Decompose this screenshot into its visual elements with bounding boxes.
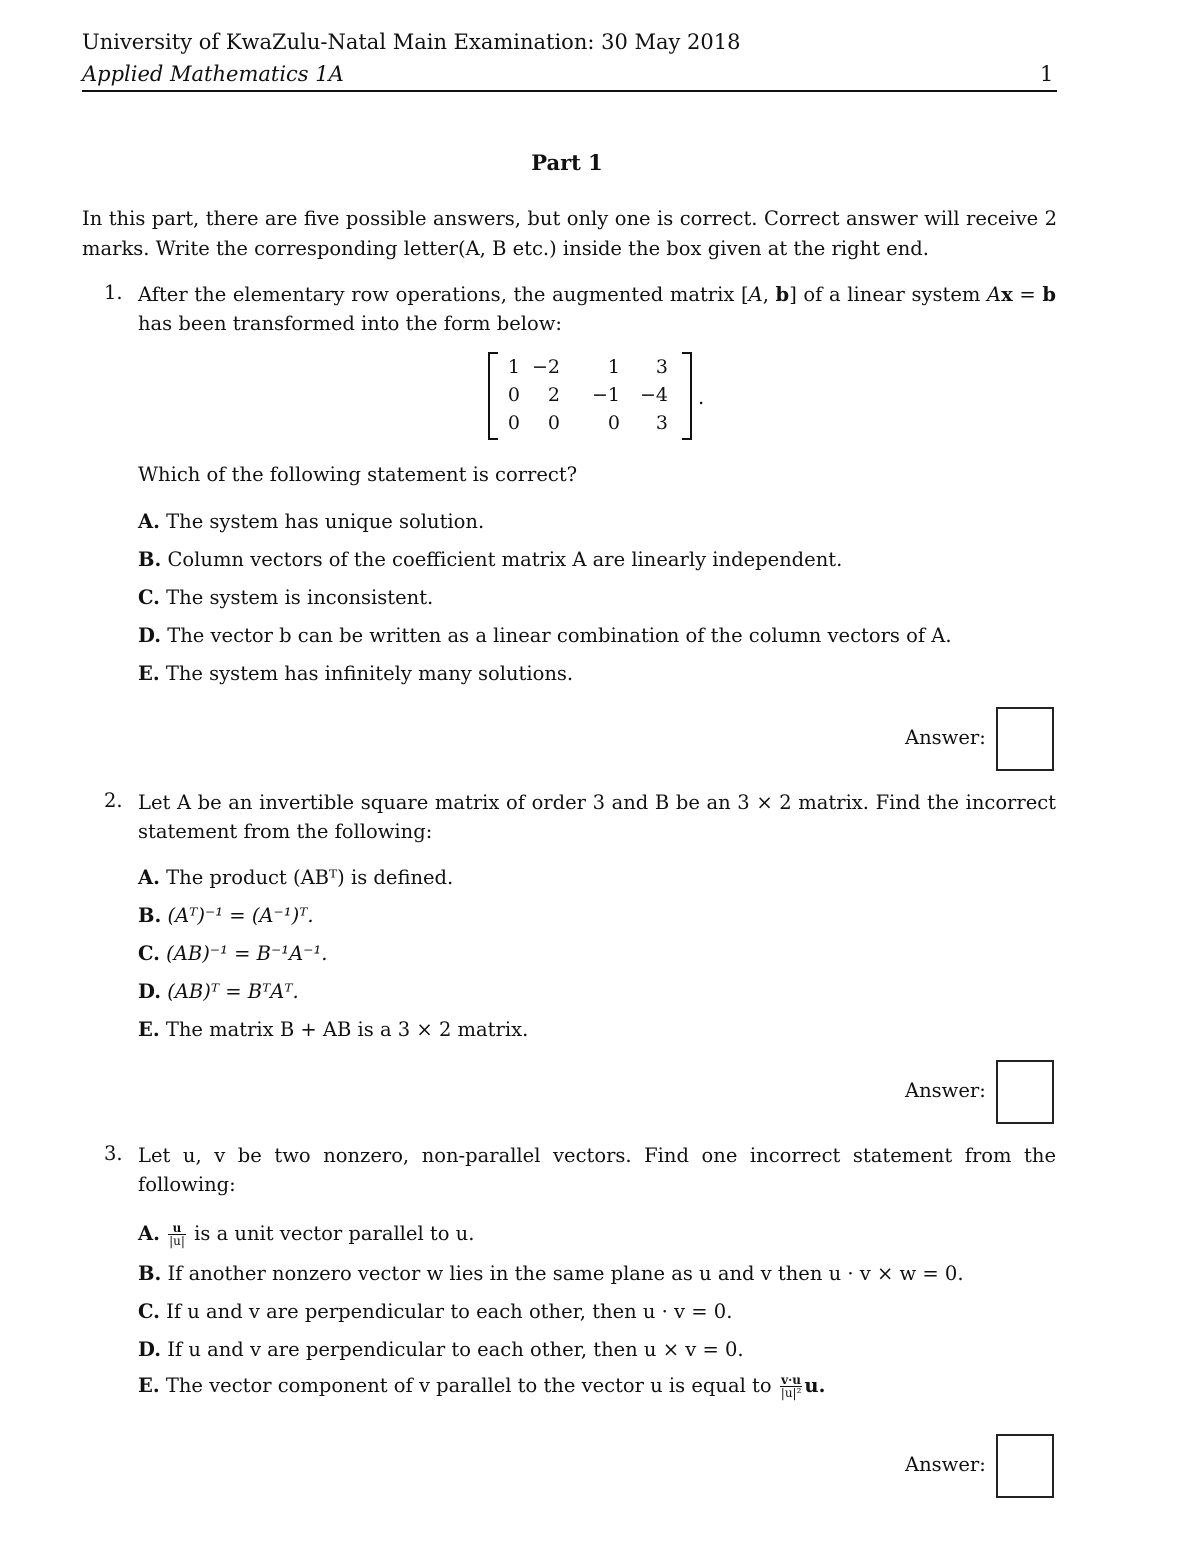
q1-text: After the elementary row operations, the augmented matrix [A, b] of a linear system Ax = b has been transformed into the form below:	[138, 283, 1056, 335]
q2-option-c: C. (AB)⁻¹ = B⁻¹A⁻¹.	[138, 942, 328, 965]
q2-text: Let A be an invertible square matrix of order 3 and B be an 3 × 2 matrix. Find the incorrect statement from the following:	[138, 791, 1056, 843]
course-name: Applied Mathematics 1A	[82, 62, 344, 86]
q3-option-e: E. The vector component of v parallel to the vector u is equal to $\frac{v\cdot u}{\text{|u|²}}$ u.	[138, 1373, 826, 1400]
matrix-cell: 2	[547, 384, 560, 406]
matrix-cell: −4	[639, 384, 668, 406]
matrix-period: .	[698, 386, 705, 409]
matrix-right-bracket	[682, 352, 692, 440]
matrix-cell: 3	[655, 356, 668, 378]
q1-answer-box[interactable]	[996, 707, 1054, 771]
q3-option-d: D. If u and v are perpendicular to each other, then u × v = 0.	[138, 1338, 744, 1361]
q3-option-b: B. If another nonzero vector w lies in the same plane as u and v then u · v × w = 0.	[138, 1262, 964, 1285]
q1-question: Which of the following statement is correct?	[138, 463, 578, 486]
q3-answer-box[interactable]	[996, 1434, 1054, 1498]
part-title: Part 1	[531, 150, 603, 175]
matrix-cell: 1	[607, 356, 620, 378]
exam-header-title: University of KwaZulu-Natal Main Examination: 30 May 2018	[82, 30, 741, 54]
q3-option-a: A. $\frac{u}{|u|}$ is a unit vector parallel to u.	[138, 1221, 475, 1248]
q1-number: 1.	[104, 281, 123, 304]
q2-option-b: B. (Aᵀ)⁻¹ = (A⁻¹)ᵀ.	[138, 904, 314, 927]
q1-option-a: A. The system has unique solution.	[138, 510, 485, 533]
q3-answer-label: Answer:	[905, 1453, 986, 1476]
q1-option-d: D. The vector b can be written as a linear combination of the column vectors of A.	[138, 624, 952, 647]
matrix-cell: 0	[507, 412, 520, 434]
q3-number: 3.	[104, 1142, 123, 1165]
instructions: In this part, there are five possible answers, but only one is correct. Correct answer will receive 2 marks. Write the corresponding letter(A, B etc.) inside the box given at the right end.	[82, 207, 1057, 260]
matrix-cell: 0	[607, 412, 620, 434]
projection-fraction: $\frac{v\cdot u}{\text{|u|²}}$	[780, 1373, 802, 1400]
q3-option-c: C. If u and v are perpendicular to each other, then u · v = 0.	[138, 1300, 733, 1323]
header-rule	[82, 90, 1057, 92]
page-number: 1	[1040, 62, 1054, 86]
matrix-cell: 1	[507, 356, 520, 378]
matrix-cell: −2	[531, 356, 560, 378]
matrix-cell: 0	[547, 412, 560, 434]
q2-number: 2.	[104, 789, 123, 812]
matrix-cell: −1	[591, 384, 620, 406]
q1-option-e: E. The system has infinitely many solutions.	[138, 662, 574, 685]
q3-text: Let u, v be two nonzero, non-parallel vectors. Find one incorrect statement from the following:	[138, 1144, 1056, 1196]
matrix-cell: 0	[507, 384, 520, 406]
q1-option-c: C. The system is inconsistent.	[138, 586, 434, 609]
unit-vector-fraction: $\frac{u}{|u|}$	[169, 1221, 185, 1248]
q1-option-b: B. Column vectors of the coefficient matrix A are linearly independent.	[138, 548, 843, 571]
q2-option-d: D. (AB)ᵀ = BᵀAᵀ.	[138, 980, 299, 1003]
matrix-cell: 3	[655, 412, 668, 434]
q1-answer-label: Answer:	[905, 726, 986, 749]
q2-answer-box[interactable]	[996, 1060, 1054, 1124]
q2-answer-label: Answer:	[905, 1079, 986, 1102]
q2-option-e: E. The matrix B + AB is a 3 × 2 matrix.	[138, 1018, 529, 1041]
q2-option-a: A. The product (ABᵀ) is defined.	[138, 866, 454, 889]
augmented-matrix	[488, 352, 692, 438]
